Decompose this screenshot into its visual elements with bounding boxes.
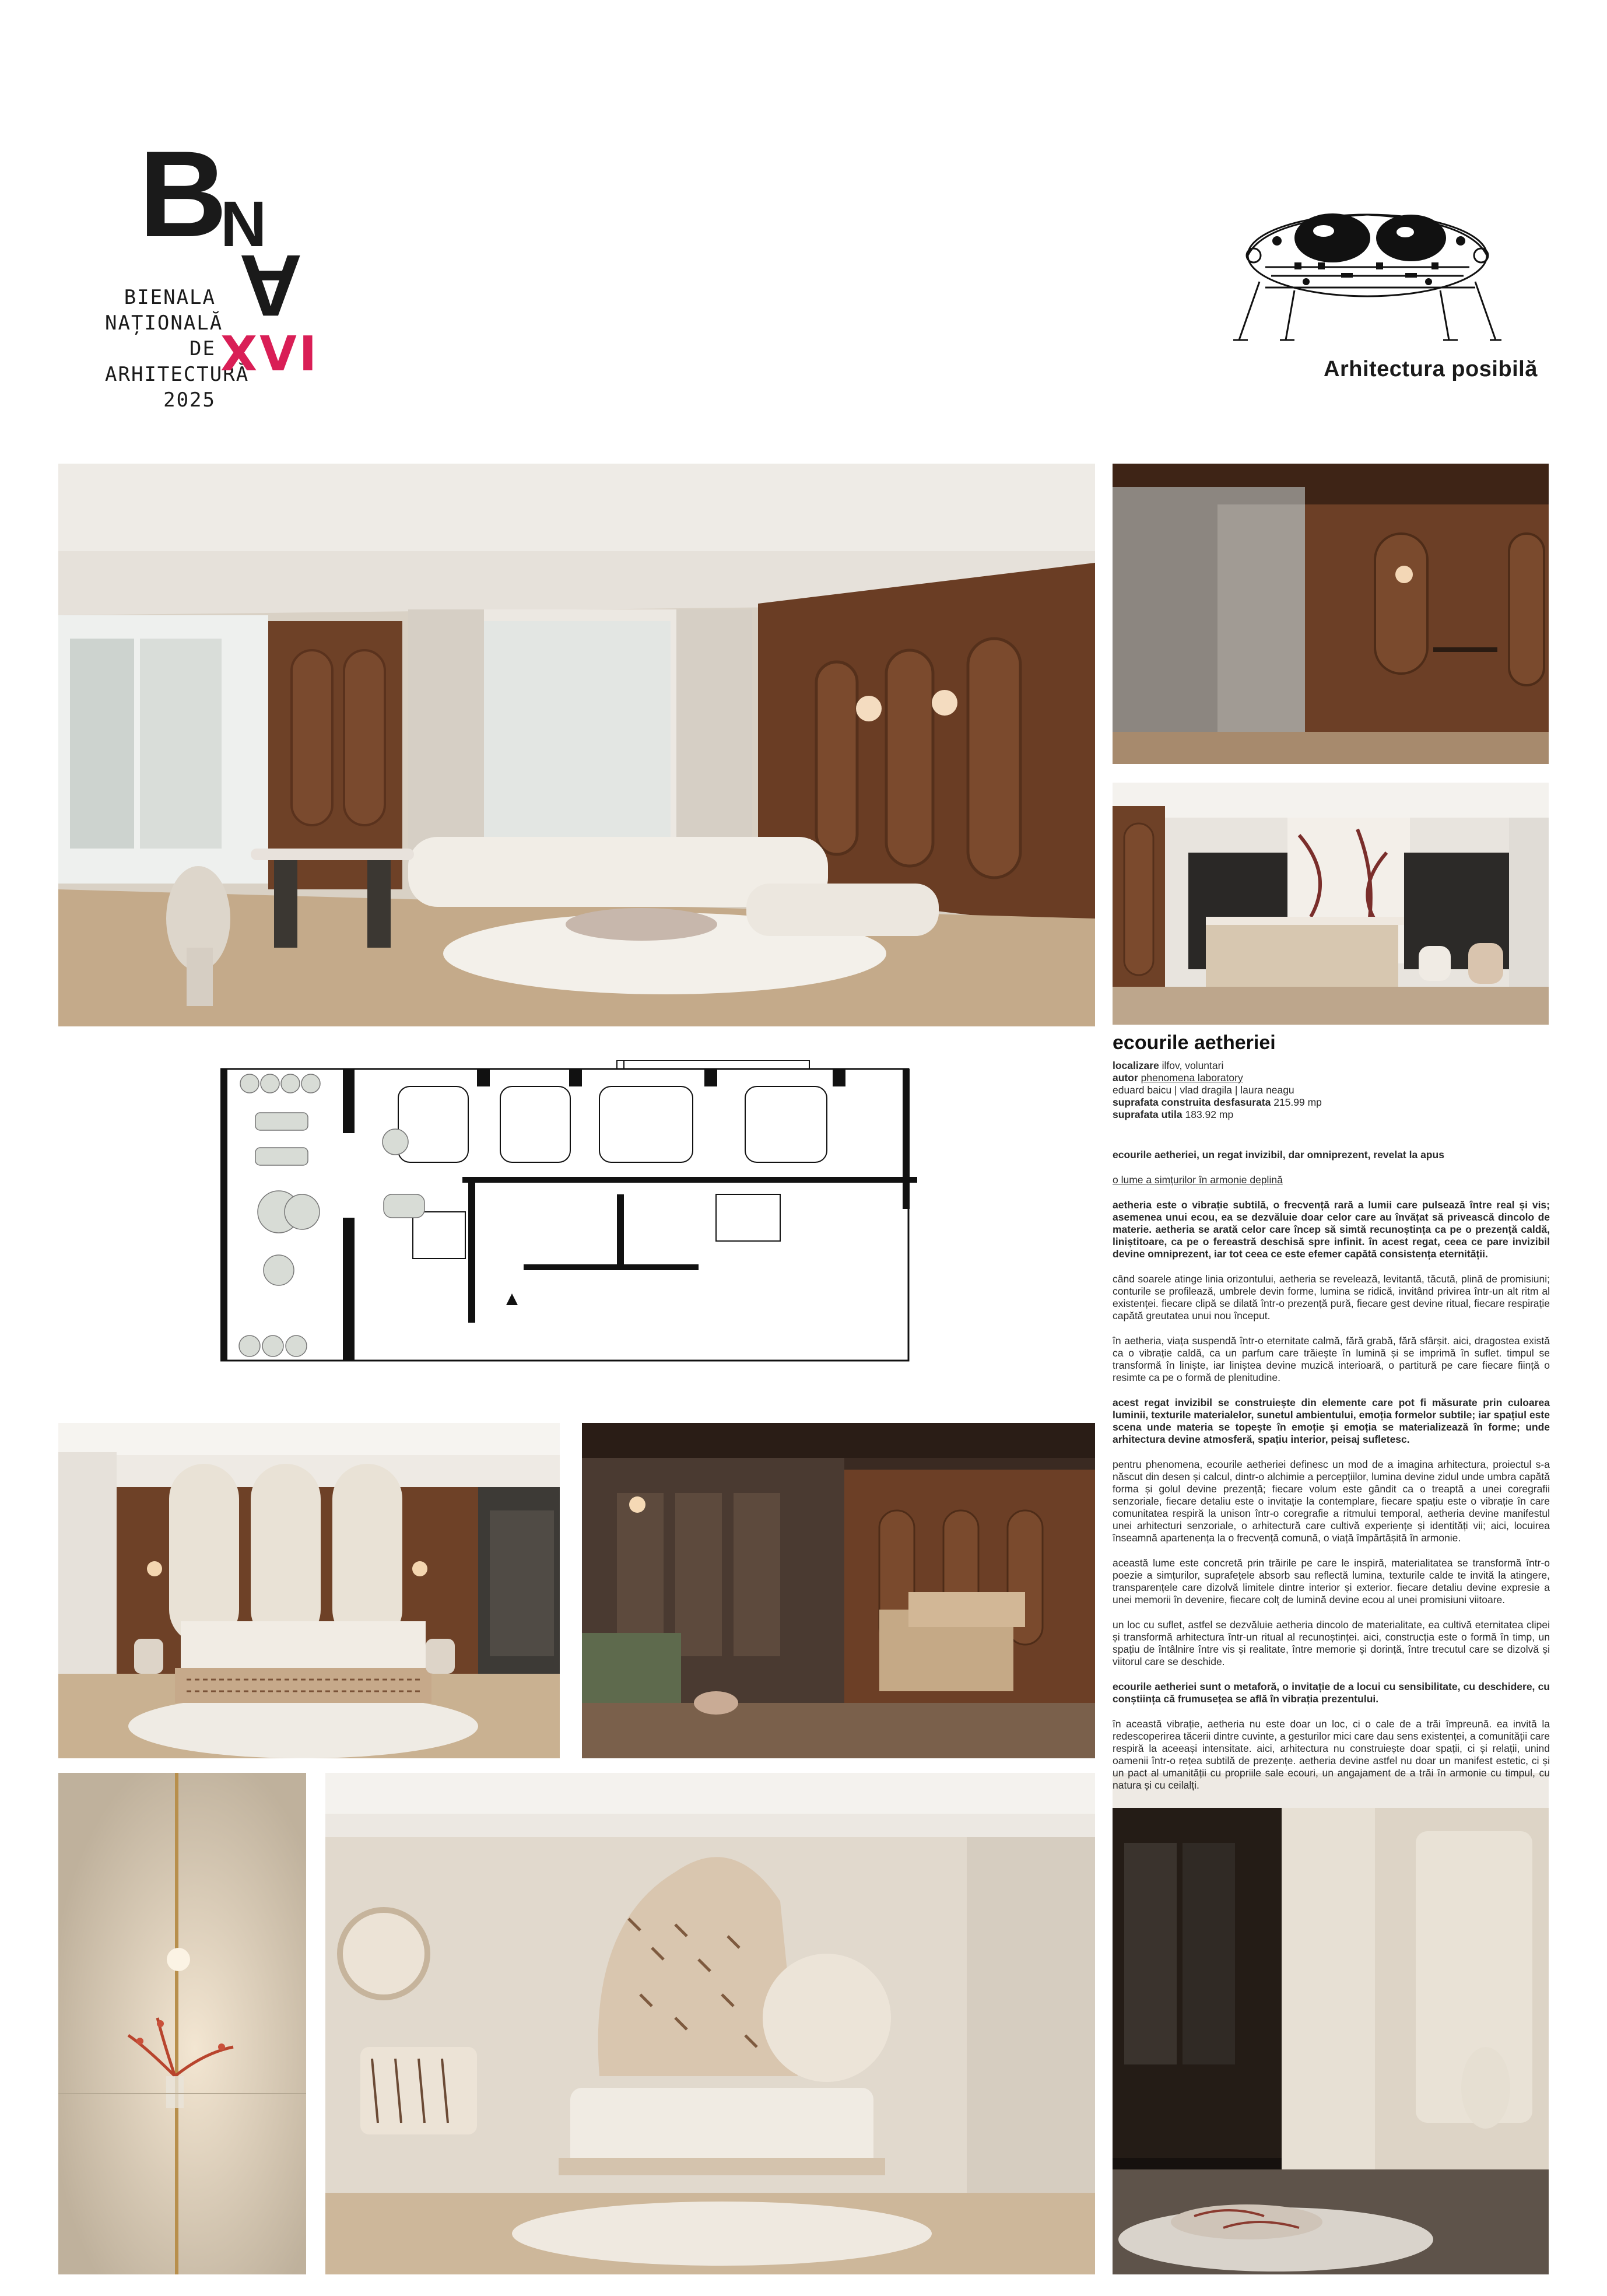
paragraph: aetheria este o vibrație subtilă, o frecvență rară a lumii care pulsează între real și vis; asemenea unui ecou, ea se dezvăluie doar celor care au învățat să privească dincolo de materie. aetheria se arată celor care încep să simtă recunoștința ca pe o prezență caldă, liniștitoare, ca pe o fereastră deschisă spre infinit. în acest regat, ceea ce pare invizibil devine omniprezent, iar tot ceea ce este efemer capătă consistența eternității.: [1113, 1199, 1550, 1260]
project-title: ecourile aetheriei: [1113, 1032, 1276, 1054]
robot-creature-icon: [1230, 185, 1504, 355]
entry-hall-render: [1113, 464, 1549, 764]
paragraph: această lume este concretă prin trăirile pe care le inspiră, materialitatea se transformă într-o poezie a simțurilor, suprafețele absorb sau reflectă lumina, texturile calde te invită la atingere, transparențele care dizolvă limitele dintre interior și exterior. fiecare detaliu devine expresie a unei memorii în devenire, fiecare colț de lumină devine ecou al unei promisiuni viitoare.: [1113, 1557, 1550, 1606]
meta-label: suprafata construita desfasurata: [1113, 1096, 1271, 1108]
logo-wordmark: [105, 285, 250, 413]
tagline: Arhitectura posibilă: [1324, 357, 1538, 381]
meta-label: autor: [1113, 1072, 1138, 1084]
master-bedroom-render: [58, 1423, 560, 1758]
paragraph: în această vibrație, aetheria nu este doar un loc, ci o cale de a trăi împreună. ea invită la redescoperirea tăcerii dintre cuvinte, a gesturilor mici care dau sens existenței, a comunității care respiră la aceeași intensitate. aici, arhitectura nu construiește doar spații, ci și relații, unind oamenii într-o rețea subtilă de prezențe. aetheria devine astfel nu doar un manifest estetic, ci și un pact al umanității cu propriile sale ecouri, un angajament de a trăi în armonie cu timpul, cu natura și cu ceilalți.: [1113, 1718, 1550, 1791]
living-room-render: [58, 464, 1095, 1026]
meta-row-built-area: [1113, 1096, 1550, 1109]
guest-bedroom-render: [325, 1773, 1095, 2274]
kitchen-render: [1113, 783, 1549, 1025]
logo-line: NAȚIONALĂ: [105, 311, 223, 335]
meta-value: phenomena laboratory: [1141, 1072, 1243, 1084]
logo-letter-n: N: [220, 188, 267, 260]
edition-number: XVI: [220, 327, 320, 382]
meta-value: eduard baicu | vlad dragila | laura neagu: [1113, 1084, 1294, 1096]
meta-label: localizare: [1113, 1060, 1159, 1071]
meta-row-usable-area: [1113, 1109, 1550, 1121]
paragraph: când soarele atinge linia orizontului, aetheria se revelează, levitantă, tăcută, plină de promisiuni; conturile se profilează, umbrele devin forme, lumina se ridică, invitând privirea într-un alt ritm al existenței. fiecare clipă se dilată într-o prezență pură, fiecare gest devine ritual, fiecare respirație capătă greutatea unui nou început.: [1113, 1273, 1550, 1321]
logo-line: ARHITECTURĂ: [105, 363, 250, 386]
logo-letter-b: B: [139, 125, 225, 262]
logo-line: BIENALA: [124, 286, 216, 309]
project-meta: [1113, 1060, 1550, 1121]
meta-value: 215.99 mp: [1273, 1096, 1322, 1108]
meta-value: 183.92 mp: [1185, 1109, 1234, 1120]
north-arrow-icon: [506, 1294, 518, 1305]
meta-value: ilfov, voluntari: [1162, 1060, 1224, 1071]
lead-statement: ecourile aetheriei, un regat invizibil, dar omniprezent, revelat la apus: [1113, 1149, 1444, 1161]
paragraph: ecourile aetheriei sunt o metaforă, o invitație de a locui cu sensibilitate, cu deschidere, cu conștiința că frumusețea se află în vibrația prezentului.: [1113, 1681, 1550, 1705]
paragraph: pentru phenomena, ecourile aetheriei definesc un mod de a imagina arhitectura, proiectul s-a născut din desen și calcul, dintr-o alchimie a percepțiilor, lumina devine zidul unde umbra capătă forma și golul devine prezență; fiecare volum este gândit ca o treaptă a unei coregrafii senzoriale, fiecare detaliu este o invitație la contemplare, fiecare spațiu este o vibrație în care comunitatea respiră la unison într-o coregrafie a ritmului temporal, aetheria devine manifestul unei arhitecturi senzoriale, o arhitectură care cultivă experiențe și identități vii; aici, locuirea înseamnă apartenența la o frecvență comună, o viață împărtășită în armonie.: [1113, 1459, 1550, 1544]
paragraph: acest regat invizibil se construiește din elemente care pot fi măsurate prin culoarea luminii, texturile materialelor, sunetul ambientului, emoția formelor subtile; iar spațiul este scena unde materia se topește în emoție și emoția se materializează în forme; unde arhitectura devine atmosferă, spațiu interior, peisaj sufletesc.: [1113, 1397, 1550, 1445]
walk-in-closet-render: [582, 1423, 1095, 1758]
floor-plan: [220, 1060, 932, 1375]
subtitle: o lume a simțurilor în armonie deplină: [1113, 1174, 1283, 1186]
meta-row-author: [1113, 1072, 1550, 1084]
meta-label: suprafata utila: [1113, 1109, 1183, 1120]
meta-row-location: [1113, 1060, 1550, 1072]
logo-line: 2025: [163, 388, 216, 412]
logo-letter-a: A: [239, 237, 303, 335]
meta-row-team: [1113, 1084, 1550, 1096]
project-description: [1113, 1032, 1550, 1792]
paragraph: în aetheria, viața suspendă într-o eternitate calmă, fără grabă, fără sfârșit. aici, dragostea există ca o vibrație caldă, ca un parfum care trăiește în lumină și se imprimă în suflet. timpul se transformă în liniște, iar liniștea devine muzică interioară, o partitură pe care fiecare ființă o resimte ca pe o formă de plenitudine.: [1113, 1335, 1550, 1383]
logo-line: DE: [190, 337, 216, 360]
dining-corner-render: [1113, 1773, 1549, 2274]
paragraph: un loc cu suflet, astfel se dezvăluie aetheria dincolo de materialitate, ea cultivă eternitatea clipei și transformă arhitectura într-un ritual al recunoștinței. aici, construcția este o formă în timp, un spațiu de întâlnire între vis și realitate, între memorie și dorință, între trecutul care se dizolvă și viitorul care se deschide.: [1113, 1619, 1550, 1667]
wall-lamp-detail-render: [58, 1773, 306, 2274]
